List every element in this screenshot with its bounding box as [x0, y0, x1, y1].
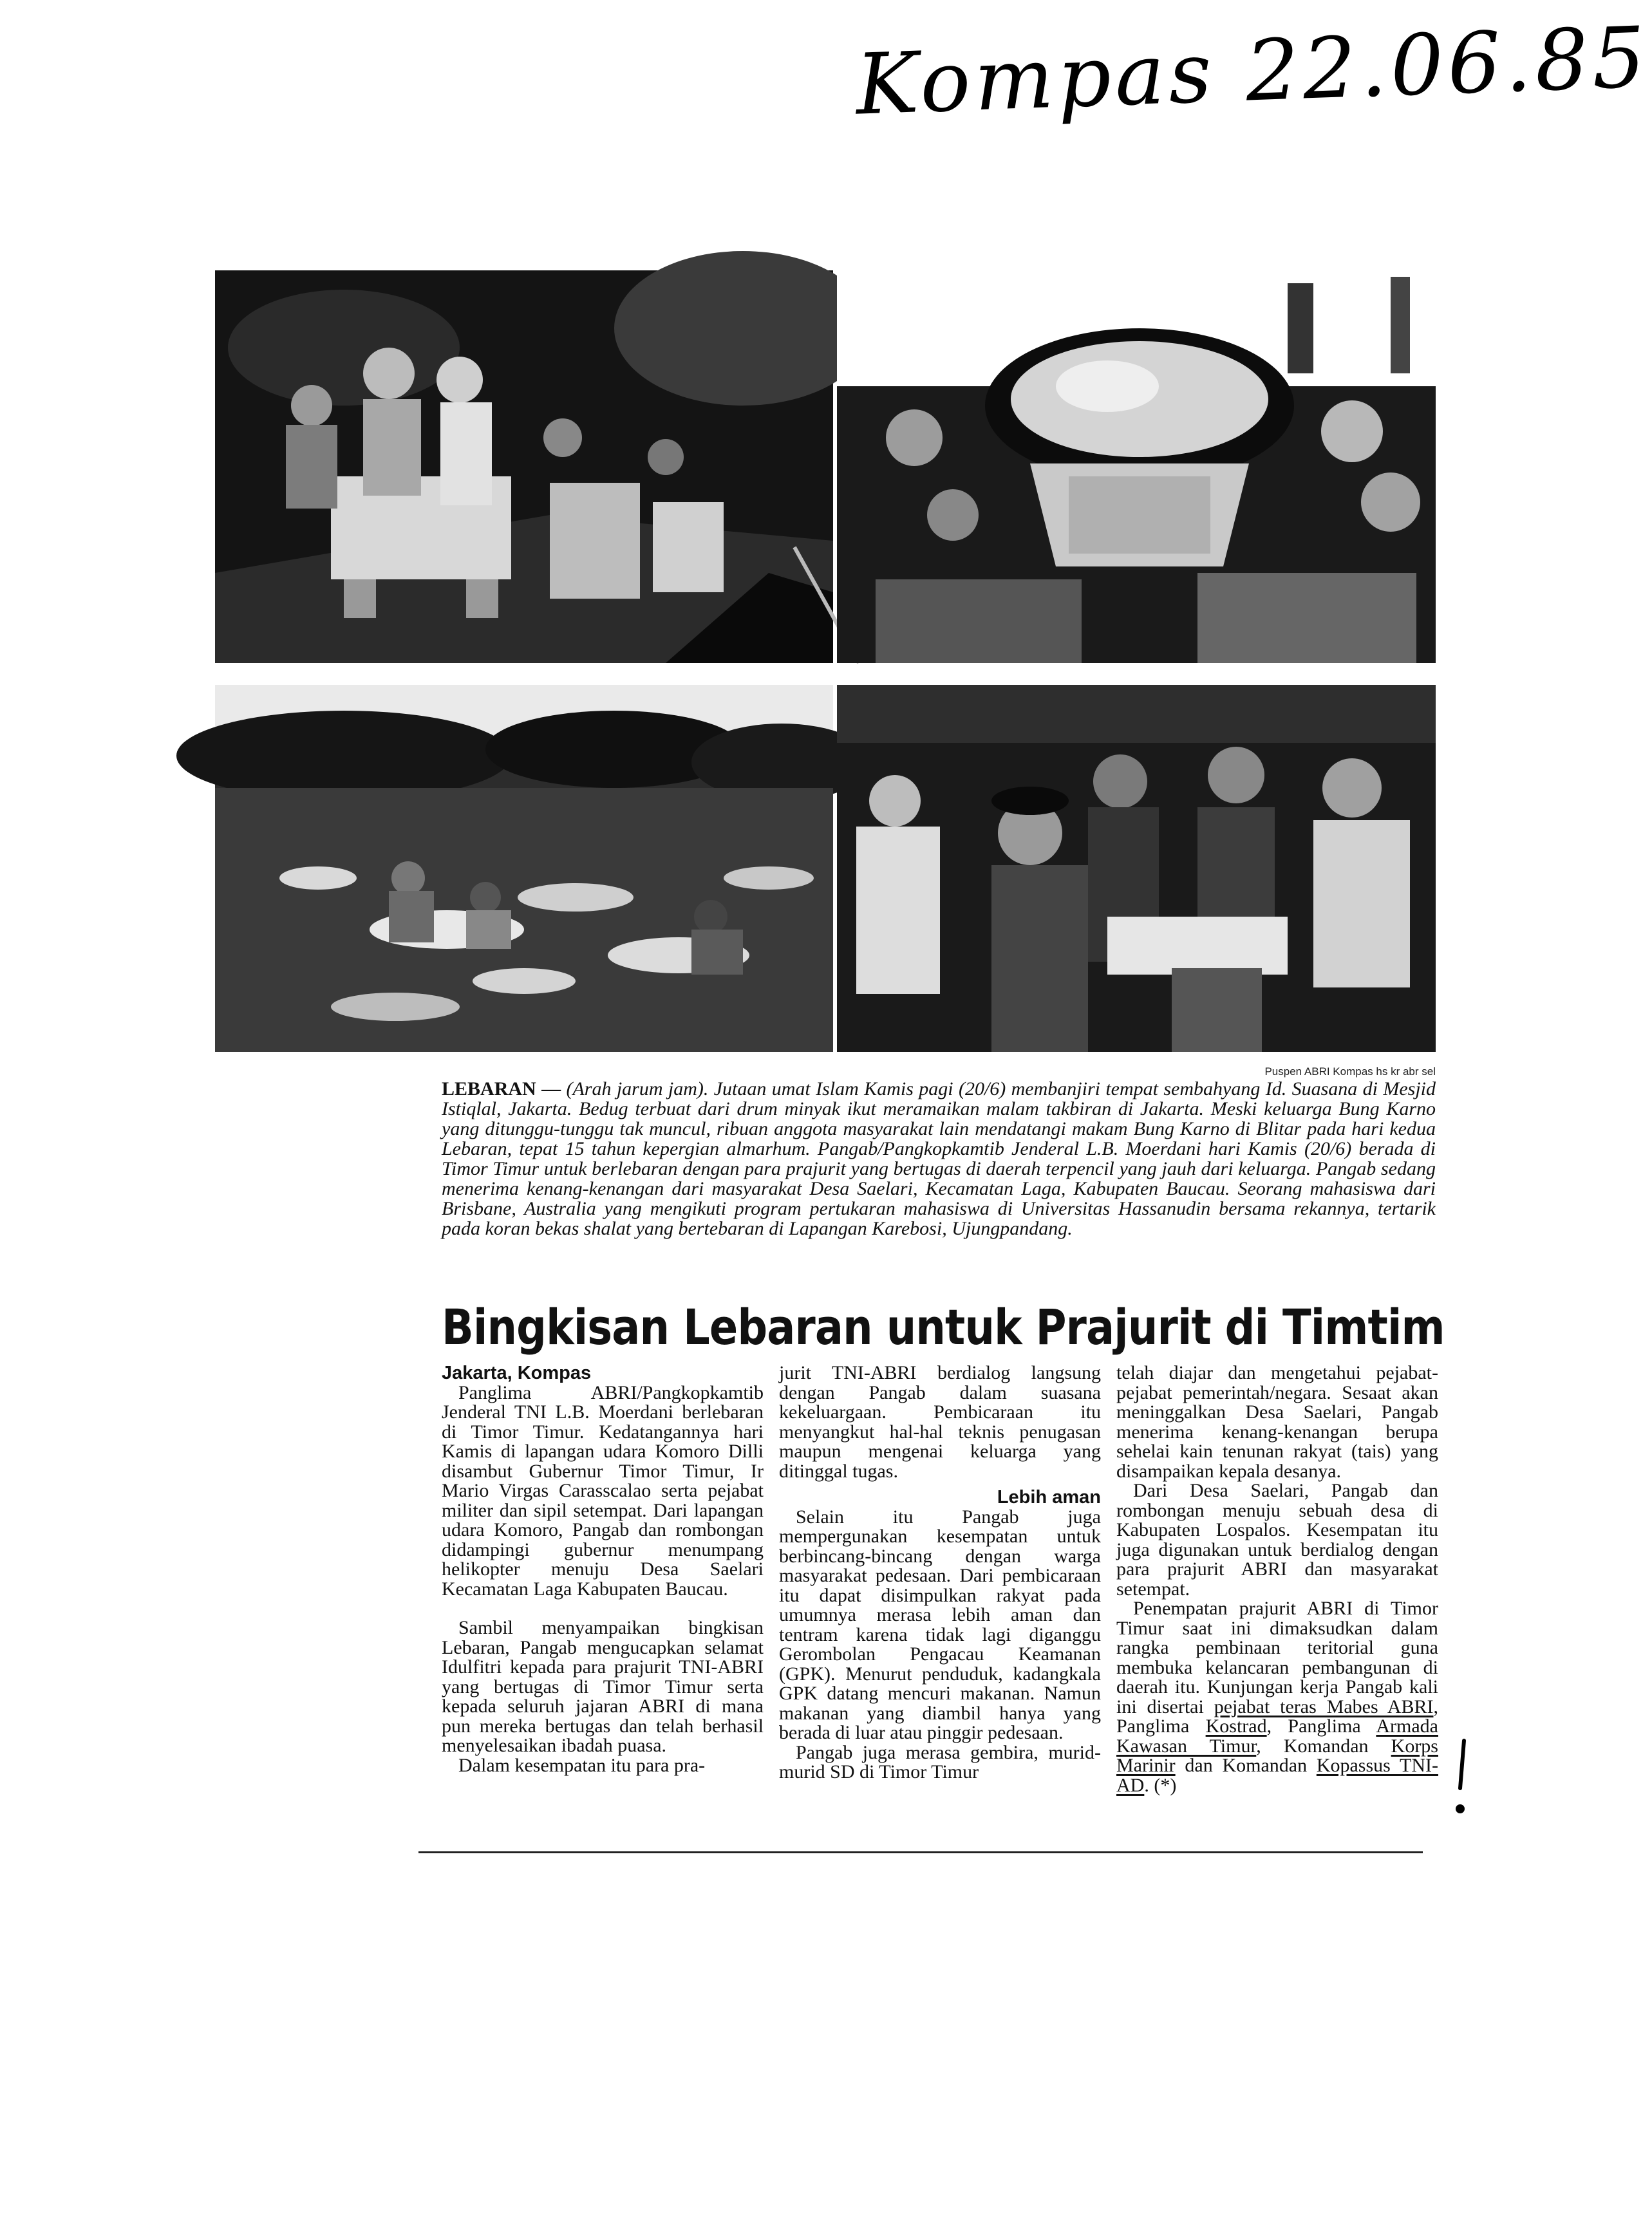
photo-lapangan-karebosi [215, 685, 833, 1052]
col3-paragraph-1: telah diajar dan mengetahui pejabat-pejabat pemerintah/negara. Sesaat akan meninggalkan Desa Saelari, Pangab menerima kenang-kenangan berupa sehelai kain tenunan rakyat (tais) yang disampaikan kepala desanya. [1116, 1362, 1438, 1482]
photo-bedug-takbiran-image [837, 270, 1436, 663]
col2-paragraph-2: Selain itu Pangab juga mempergunakan kesempatan untuk berbincang-bincang dengan warga masyarakat pedesaan. Dari pembicaraan itu dapat disimpulkan rakyat pada umumnya merasa lebih aman dan tentram karena tidak lagi diganggu Gerombolan Pengacau Keamanan (GPK). Menurut penduduk, kadangkala GPK datang mencuri makanan. Namun makanan yang diambil hanya yang berada di luar atau pinggir pedesaan. [779, 1506, 1101, 1743]
col2-paragraph-3: Pangab juga merasa gembira, murid-murid SD di Timor Timur [779, 1741, 1101, 1782]
col3-text-b: , Panglima [1116, 1696, 1438, 1737]
handwritten-date-note: Kompas 22.06.85 [854, 8, 1651, 134]
col3-text-d: , Komandan [1256, 1735, 1391, 1757]
article-column-3 [1116, 1363, 1438, 1795]
underlined-kostrad: Kostrad [1205, 1716, 1267, 1737]
handwritten-margin-mark-icon [1450, 1737, 1476, 1820]
col3-paragraph-3 [1116, 1599, 1438, 1795]
article-headline: Bingkisan Lebaran untuk Prajurit di Timtim [442, 1298, 1445, 1356]
photo-caption [442, 1079, 1436, 1239]
col3-text-c: , Panglima [1266, 1716, 1376, 1737]
underlined-korps-marinir: Korps Marinir [1116, 1735, 1438, 1776]
col1-paragraph-2: Sambil menyampaikan bingkisan Lebaran, Pangab mengucapkan selamat Idulfitri kepada para prajurit TNI-ABRI yang bertugas di Timor Timur serta kepada seluruh jajaran ABRI di mana pun mereka bertugas dan telah berhasil menyelesaikan ibadah puasa. [442, 1617, 764, 1756]
col3-paragraph-2: Dari Desa Saelari, Pangab dan rombongan menuju sebuah desa di Kabupaten Lospalos. Kesempatan itu juga digunakan untuk berdialog dengan para prajurit ABRI dan masyarakat setempat. [1116, 1480, 1438, 1600]
col3-text-a: Penempatan prajurit ABRI di Timor Timur saat ini dimaksudkan dalam rangka pembinaan teritorial guna membuka kelancaran pembangunan di daerah itu. Kunjungan kerja Pangab kali ini disertai [1116, 1598, 1438, 1717]
photo-credit: Puspen ABRI Kompas hs kr abr sel [1264, 1065, 1436, 1078]
photo-mesjid-istiqlal [215, 270, 833, 663]
photo-bedug-takbiran [837, 270, 1436, 663]
underlined-mabes-abri: pejabat teras Mabes ABRI [1214, 1696, 1434, 1717]
article-dateline: Jakarta, Kompas [442, 1363, 592, 1383]
caption-text: (Arah jarum jam). Jutaan umat Islam Kamis pagi (20/6) membanjiri tempat sembahyang Id. Suasana di Mesjid Istiqlal, Jakarta. Bedug terbuat dari drum minyak ikut meramaikan malam takbiran di Jakarta. Meski keluarga Bung Karno yang ditunggu-tunggu tak muncul, ribuan anggota masyarakat lain mendatangi makam Bung Karno di Blitar pada hari kedua Lebaran, tepat 15 tahun kepergian almarhum. Pangab/Pangkopkamtib Jenderal L.B. Moerdani hari Kamis (20/6) berada di Timor Timur untuk berlebaran dengan para prajurit yang bertugas di daerah terpencil yang jauh dari keluarga. Pangab sedang menerima kenang-kenangan dari masyarakat Desa Saelari, Kecamatan Laga, Kabupaten Baucau. Seorang mahasiswa dari Brisbane, Australia yang mengikuti program pertukaran mahasiswa di Universitas Hassanudin bersama rekannya, tertarik pada koran bekas shalat yang bertebaran di Lapangan Karebosi, Ujungpandang. [442, 1078, 1436, 1239]
col1-paragraph-3: Dalam kesempatan itu para pra- [458, 1754, 706, 1776]
underlined-kopassus: Kopassus TNI-AD [1116, 1755, 1439, 1796]
photo-pangab-timtim-image [837, 685, 1436, 1052]
article-subhead: Lebih aman [997, 1487, 1101, 1508]
underlined-armada-kawasan-timur: Armada Kawasan Timur [1116, 1716, 1438, 1757]
photo-lapangan-karebosi-image [215, 685, 833, 1052]
photo-mesjid-istiqlal-image [215, 270, 833, 663]
col2-paragraph-1: jurit TNI-ABRI berdialog langsung dengan Pangab dalam suasana kekeluargaan. Pembicaraan itu menyangkut hal-hal teknis penugasan maupun mengenai keluarga yang ditinggal tugas. [779, 1362, 1101, 1482]
article-bottom-rule [418, 1851, 1423, 1853]
article-column-1 [442, 1363, 764, 1775]
col1-paragraph-1: Panglima ABRI/Pangkopkamtib Jenderal TNI L.B. Moerdani berlebaran di Timor Timur. Kedatangannya hari Kamis di lapangan udara Komoro Dilli disambut Gubernur Timor Timur, Ir Mario Virgas Carasscalao serta pejabat militer dan sipil setempat. Dari lapangan udara Komoro, Pangab dan rombongan didampingi gubernur menumpang helikopter menuju Desa Saelari Kecamatan Laga Kabupaten Baucau. [442, 1381, 764, 1600]
article-column-2 [779, 1363, 1101, 1782]
photo-pangab-timtim [837, 685, 1436, 1052]
col3-text-f: . (*) [1144, 1774, 1177, 1796]
caption-lead: LEBARAN — [442, 1078, 561, 1099]
col3-text-e: dan Komandan [1175, 1755, 1317, 1776]
